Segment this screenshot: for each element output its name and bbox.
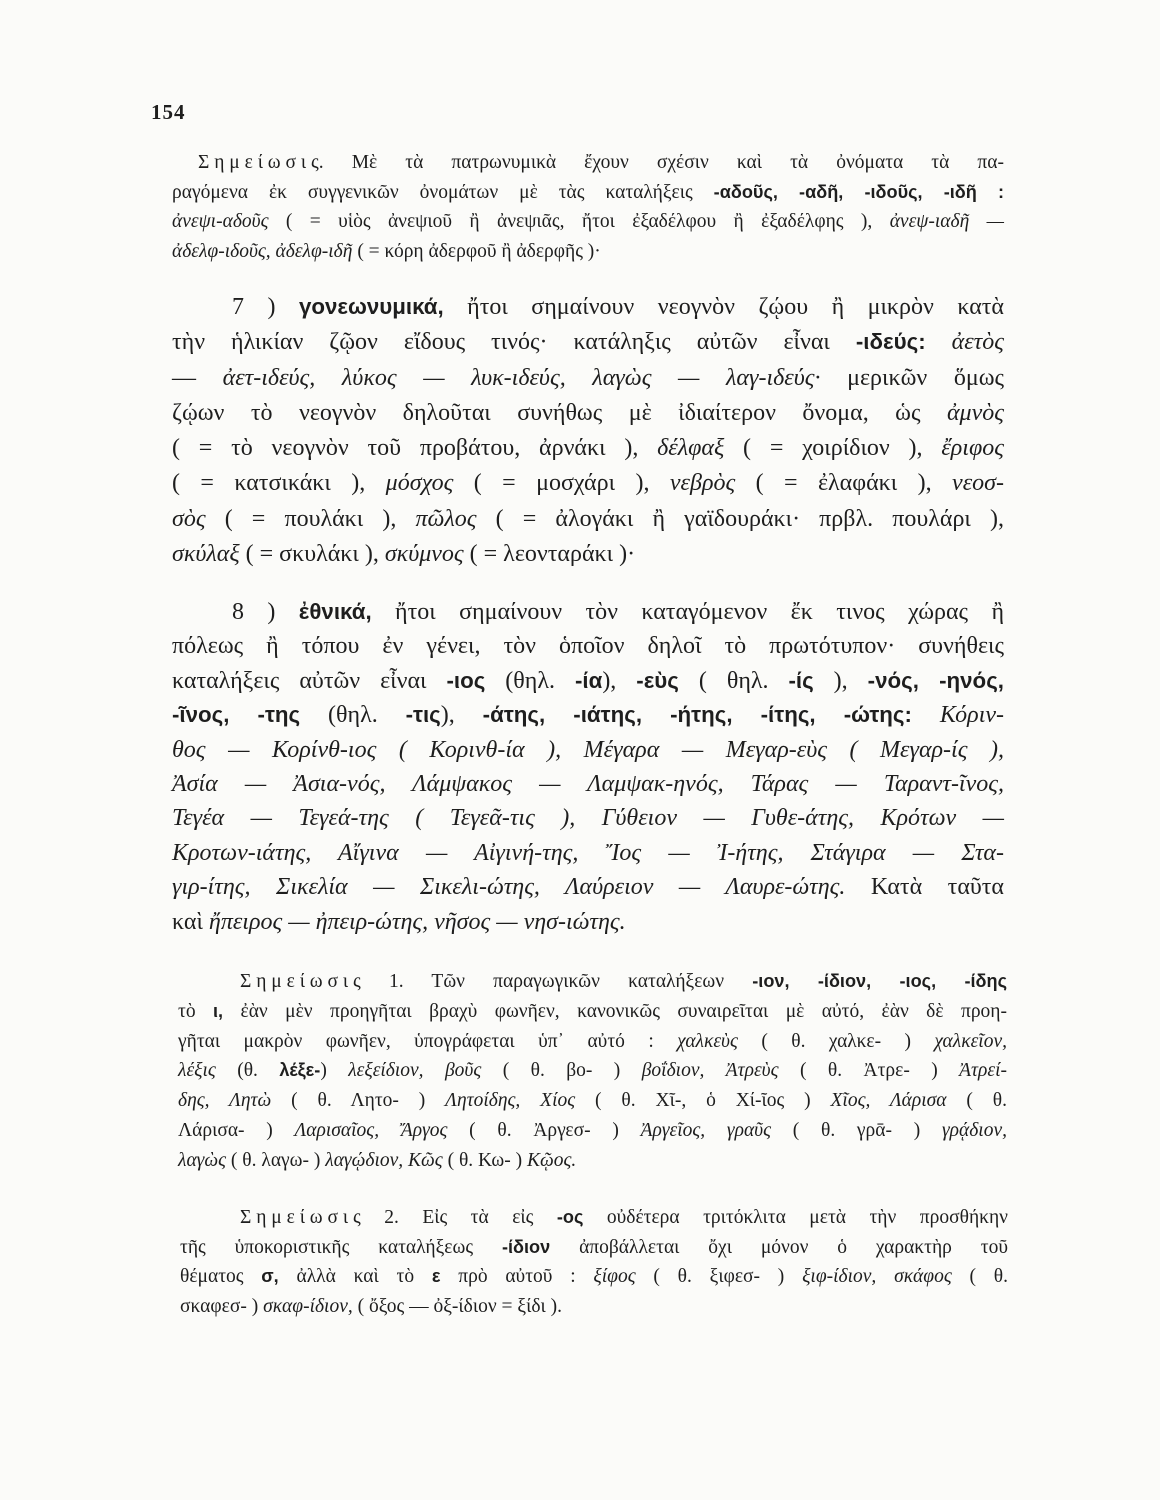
text-line [172,767,1004,801]
text-run: ( θ. Ἀργεσ- ) [447,1119,641,1141]
text-line [172,537,1004,572]
bold-suffix: -ιον, -ίδιον, -ιος, -ίδης [752,971,1008,991]
text-run: ἤτοι σημαίνουν τὸν καταγόμενον ἔκ τινος χώρας ἢ [371,599,1004,625]
italic-example: δης, Λητὼ [178,1090,272,1112]
bold-suffix: λέξε- [279,1060,321,1081]
bold-suffix: -ιδεύς: [855,329,926,355]
text-line [172,870,1004,904]
text-run: μερικῶν ὅμως [820,364,1004,391]
italic-example: Λητοίδης, Χίος [445,1090,576,1112]
text-line [172,733,1004,767]
note-2-paragraph [180,1203,1008,1322]
italic-example: λέξις [178,1060,216,1082]
text-run: ( θηλ. [678,667,789,694]
italic-example: χαλκεῖον, [934,1030,1007,1052]
italic-example: δέλφαξ [657,435,725,462]
italic-example: σκύμνος [384,541,464,568]
text-run: σκαφεσ- ) [180,1296,264,1318]
spaced-heading: Σ η μ ε ί ω σ ι ς [240,1207,361,1228]
text-line [172,361,1004,396]
italic-example: λεξείδιον, βοῦς [348,1060,482,1082]
text-line [178,967,1007,997]
text-run: 8 ) [232,599,299,625]
text-run: πόλεως ἢ τόπου ἐν γένει, τὸν ὁποῖον δηλοῖ τὸ πρωτότυπον· συνήθεις [172,633,1004,660]
text-line [172,237,1004,267]
italic-example: σὸς [172,505,206,532]
italic-example: σκαφ-ίδιον, [263,1296,353,1318]
text-run: θέματος [180,1266,262,1288]
italic-example: Κροτων-ιάτης, Αἴγινα — Αἰγινή-της, Ἴος — Ἰ-ήτης, Στάγιρα — Στα- [172,839,1004,866]
text-run: ( θ. χαλκε- ) [737,1030,935,1052]
text-run: 1. Τῶν παραγωγικῶν καταλήξεων [360,971,753,992]
text-run: ( θ. Λητο- ) [271,1090,446,1112]
text-run: Μὲ τὰ πατρωνυμικὰ ἔχουν σχέσιν καὶ τὰ ὀνόματα τὰ πα- [323,152,1004,173]
italic-example: ἀετὸς [925,329,1004,356]
bold-suffix: -ίδιον [501,1236,551,1257]
text-line [172,466,1004,501]
italic-example: γρᾴδιον, [941,1119,1007,1141]
text-line [172,325,1004,360]
bold-suffix: ε [431,1266,441,1287]
text-run: (θηλ. [300,702,406,729]
text-run: ( = υἱὸς ἀνεψιοῦ ἢ ἀνεψιᾶς, ἤτοι ἐξαδέλφου ἢ ἐξαδέλφης ), [268,211,890,233]
text-run: ), [813,667,868,694]
text-line [178,1027,1007,1057]
text-line [172,148,1004,178]
italic-example: Λαρισαῖος, Ἄργος [294,1119,448,1141]
italic-example: Κῷος. [526,1149,577,1171]
note-paragraph-kinship-suffixes [172,148,1004,267]
text-run: 7 ) [232,294,299,320]
text-run: ἀποβάλλεται ὄχι μόνον ὁ χαρακτὴρ τοῦ [550,1236,1008,1258]
text-run: Λάρισα- ) [178,1119,295,1141]
bold-suffix: ι, [213,1000,224,1021]
text-run: ( = κόρη ἀδερφοῦ ἢ ἀδερφῆς )· [352,241,601,263]
text-run: ( ὄξος — ὀξ-ίδιον = ξίδι ). [352,1296,563,1318]
italic-example: βοΐδιον, Ἀτρεὺς [641,1060,779,1082]
text-line [172,698,1004,732]
bold-suffix: ἐθνικά, [298,599,372,624]
text-run: ( = κατσικάκι ), [172,470,386,497]
text-line [172,290,1004,325]
text-run: ( θ. λαγω- ) [226,1149,326,1171]
text-run: ἐὰν μὲν προηγῆται βραχὺ φωνῆεν, κανονικῶς συναιρεῖται μὲ αὐτό, ἐὰν δὲ προη- [223,1000,1007,1022]
text-run: ( θ. Κω- ) [442,1149,527,1171]
text-run: (θηλ. [485,667,575,694]
text-line [172,905,1004,939]
italic-example: Ἀσία — Ἀσια-νός, Λάμψακος — Λαμψακ-ηνός, Τάρας — Ταραντ-ῖνος, [172,770,1004,797]
italic-example: ἤπειρος — ἠπειρ-ώτης, νῆσος — νησ-ιώτης. [208,908,626,935]
italic-example: λαγὼς [178,1149,227,1171]
text-run: καὶ [172,908,209,935]
italic-example: μόσχος [385,470,454,497]
text-run: ( = τὸ νεογνὸν τοῦ προβάτου, ἀρνάκι ), [172,435,658,462]
text-run: ( = μοσχάρι ), [453,470,670,497]
bold-suffix: -ίς [788,667,814,693]
text-run: (θ. [215,1060,280,1082]
spaced-heading: Σ η μ ε ί ω σ ι ς [240,971,361,992]
text-run: ( θ. βο- ) [481,1060,642,1082]
text-run: τὸ [178,1000,214,1022]
text-run: — [172,364,223,391]
text-line [172,178,1004,208]
bold-suffix: -ῖνος, -της [172,702,301,728]
text-line [178,997,1007,1027]
italic-example: πῶλος [415,505,477,532]
bold-suffix: -εὺς [636,667,679,693]
spaced-heading: Σ η μ ε ί ω σ ι ς. [198,152,324,173]
italic-example: σκύλαξ [172,541,240,568]
text-line [178,1086,1007,1116]
text-run: πρὸ αὐτοῦ : [440,1266,594,1288]
text-run: ( = λεονταράκι )· [463,541,636,568]
italic-example: ἀμνὸς [946,399,1004,426]
text-run: γῆται μακρὸν φωνῆεν, ὑπογράφεται ὑπ᾿ αὐτό : [178,1030,678,1052]
text-run: Κατὰ ταῦτα [845,874,1004,901]
page-number: 154 [151,100,186,124]
italic-example: λαγῴδιον, Κῶς [325,1149,443,1171]
bold-suffix: σ, [261,1266,279,1287]
text-line [180,1262,1008,1292]
text-run: ), [440,702,483,729]
italic-example: Ἀτρεί- [959,1060,1007,1082]
text-line [172,207,1004,237]
text-run: 2. Εἰς τὰ εἰς [360,1207,557,1228]
bold-suffix: -τις [405,702,441,728]
italic-example: νεβρὸς [669,470,736,497]
text-line [172,629,1004,663]
text-run: τῆς ὑποκοριστικῆς καταλήξεως [180,1236,502,1258]
italic-example: θος — Κορίνθ-ιος ( Κορινθ-ία ), Μέγαρα — Μεγαρ-εὺς ( Μεγαρ-ίς ), [172,736,1004,763]
italic-example: νεοσ- [952,470,1004,497]
italic-example: ἀδελφ-ιδοῦς, ἀδελφ-ιδῆ [172,241,353,263]
text-run: ἤτοι σημαίνουν νεογνὸν ζῴου ἢ μικρὸν κατὰ [443,294,1004,320]
bold-suffix: -ος [556,1207,584,1227]
text-line [178,1116,1007,1146]
text-run: οὐδέτερα τριτόκλιτα μετὰ τὴν προσθήκην [583,1207,1009,1228]
text-run: ( θ. [951,1266,1008,1288]
text-run: ), [602,667,637,694]
note-1-paragraph [178,967,1007,1176]
section-7-paragraph-gonewnymika [172,290,1004,572]
text-run: ραγόμενα ἐκ συγγενικῶν ὀνομάτων μὲ τὰς καταλήξεις [172,181,714,203]
text-run: ζῴων τὸ νεογνὸν δηλοῦται συνήθως μὲ ἰδιαίτερον ὄνομα, ὡς [172,399,947,426]
bold-suffix: -αδοῦς, -αδῆ, -ιδοῦς, -ιδῆ : [713,181,1004,202]
text-run: ( θ. Ἀτρε- ) [778,1060,960,1082]
italic-example: Τεγέα — Τεγεά-της ( Τεγεᾶ-τις ), Γύθειον — Γυθε-άτης, Κρότων — [172,805,1004,832]
text-run: ( θ. Χῖ-, ὁ Χί-ῖος ) [575,1090,831,1112]
text-run: ( = χοιρίδιον ), [724,435,942,462]
text-line [178,1146,1007,1176]
italic-example: ἀνεψ-ιαδῆ — [889,211,1004,233]
text-line [172,801,1004,835]
italic-example: ἔριφος [941,435,1004,462]
bold-suffix: -νός, -ηνός, [867,667,1004,693]
text-line [172,664,1004,698]
section-8-paragraph-ethnika [172,595,1004,939]
italic-example: ξιφ-ίδιον, σκάφος [802,1266,952,1288]
bold-suffix: -ιος [446,667,486,693]
text-run: ἀλλὰ καὶ τὸ [278,1266,432,1288]
text-run: ( θ. γρᾱ- ) [771,1119,942,1141]
text-line [172,502,1004,537]
text-line [172,836,1004,870]
italic-example: ξίφος [593,1266,636,1288]
italic-example: χαλκεὺς [677,1030,738,1052]
text-line [172,595,1004,629]
italic-example: ἀετ-ιδεύς, λύκος — λυκ-ιδεύς, λαγὼς — λαγ-ιδεύς· [222,364,821,391]
text-line [180,1292,1008,1322]
italic-example: ἀνεψι-αδοῦς [172,211,269,233]
text-run: ( θ. ξιφεσ- ) [635,1266,803,1288]
text-run: ) [320,1060,349,1082]
bold-suffix: γονεωνυμικά, [298,294,444,319]
bold-suffix: -άτης, -ιάτης, -ήτης, -ίτης, -ώτης: [482,702,912,728]
text-run: ( = ἐλαφάκι ), [735,470,953,497]
text-line [180,1233,1008,1263]
text-run: καταλήξεις αὐτῶν εἶναι [172,667,447,694]
text-line [172,431,1004,466]
italic-example: γιρ-ίτης, Σικελία — Σικελι-ώτης, Λαύρειον — Λαυρε-ώτης. [172,874,846,901]
text-run: ( = σκυλάκι ), [239,541,385,568]
italic-example: Ἀργεῖος, γραῦς [640,1119,772,1141]
text-run: τὴν ἡλικίαν ζῷον εἴδους τινός· κατάληξις αὐτῶν εἶναι [172,329,856,356]
bold-suffix: -ία [574,667,603,693]
text-run: ( = πουλάκι ), [205,505,416,532]
text-run: ( θ. [946,1090,1007,1112]
text-line [178,1056,1007,1086]
text-run: ( = ἀλογάκι ἢ γαϊδουράκι· πρβλ. πουλάρι ), [476,505,1004,532]
italic-example: Χῖος, Λάρισα [830,1090,947,1112]
italic-example: Κόριν- [911,702,1005,729]
text-line [172,396,1004,431]
text-line [180,1203,1008,1233]
